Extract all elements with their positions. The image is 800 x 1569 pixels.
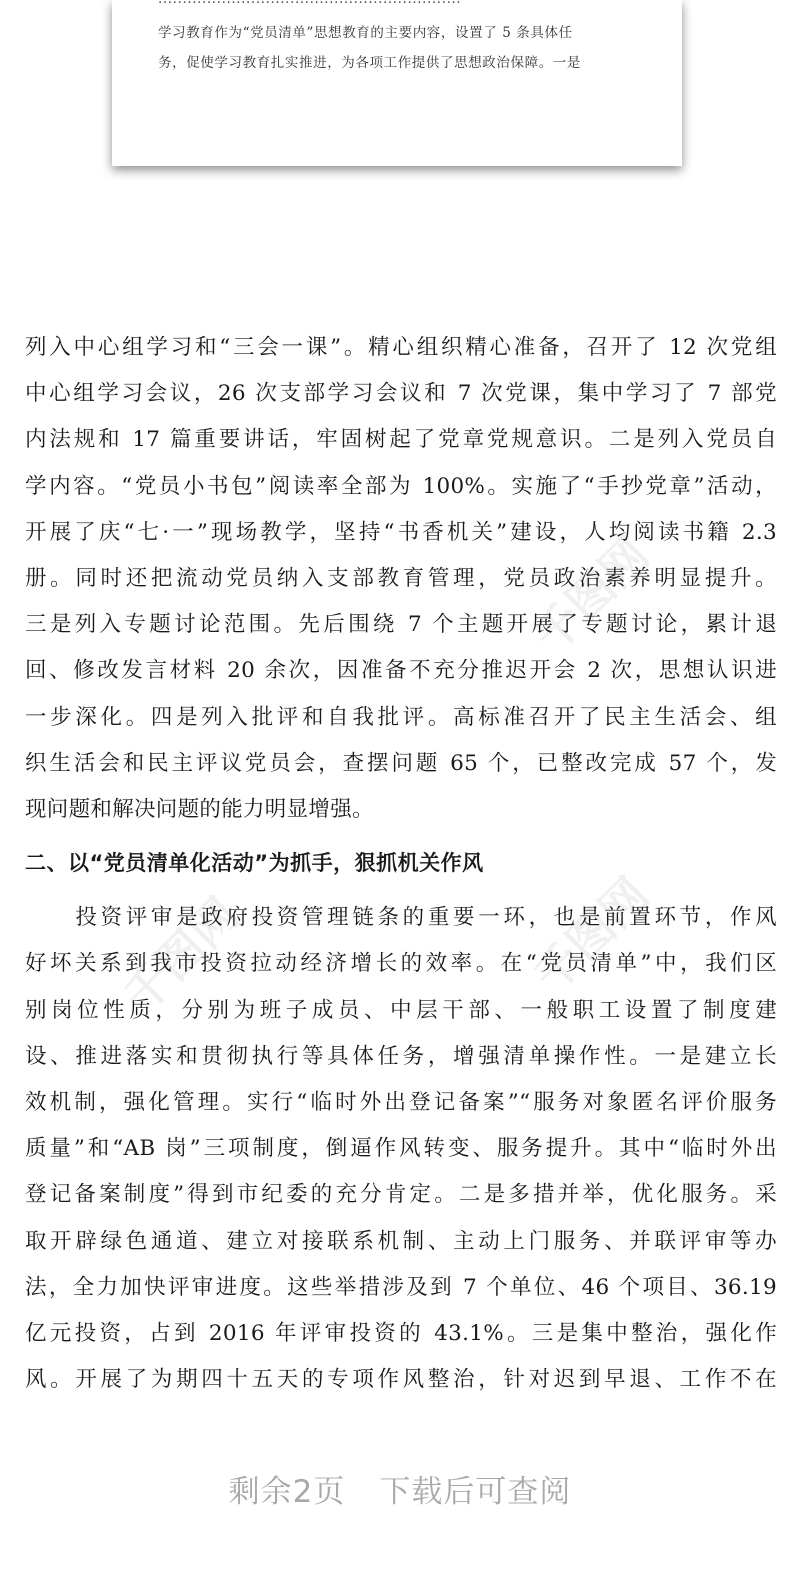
watermark-logo: 千图网 bbox=[523, 527, 660, 664]
download-prompt-button[interactable] bbox=[0, 1466, 800, 1511]
text-line: 质量”和“AB 岗”三项制度，倒逼作风转变、服务提升。其中“临时外出 bbox=[25, 1136, 777, 1162]
text-line: 效机制，强化管理。实行“临时外出登记备案”“服务对象匿名评价服务 bbox=[25, 1090, 777, 1116]
text-line: 现问题和解决问题的能力明显增强。 bbox=[25, 797, 374, 823]
text-line: 亿元投资，占到 2016 年评审投资的 43.1%。三是集中整治，强化作 bbox=[25, 1321, 777, 1347]
text-line: 织生活会和民主评议党员会，查摆问题 65 个，已整改完成 57 个，发 bbox=[25, 750, 777, 776]
text-line: 取开辟绿色通道、建立对接联系机制、主动上门服务、并联评审等办 bbox=[25, 1228, 777, 1254]
preview-line-2: 务，促使学习教育扎实推进，为各项工作提供了思想政治保障。一是 bbox=[158, 55, 581, 71]
preview-page-card bbox=[112, 0, 682, 166]
watermark-logo: 千图网 bbox=[113, 887, 250, 1024]
text-line: 风。开展了为期四十五天的专项作风整治，针对迟到早退、工作不在 bbox=[25, 1367, 777, 1393]
paragraph-2 bbox=[25, 895, 777, 1403]
text-line: 开展了庆“七·一”现场教学，坚持“书香机关”建设，人均阅读书籍 2.3 bbox=[25, 519, 777, 545]
section-heading-2: 二、以“党员清单化活动”为抓手，狠抓机关作风 bbox=[25, 851, 484, 876]
text-line: 别岗位性质，分别为班子成员、中层干部、一般职工设置了制度建 bbox=[25, 997, 777, 1023]
watermark-logo: 千图网 bbox=[523, 867, 660, 1004]
text-line: 法，全力加快评审进度。这些举措涉及到 7 个单位、46 个项目、36.19 bbox=[25, 1274, 777, 1300]
text-line: 学内容。“党员小书包”阅读率全部为 100%。实施了“手抄党章”活动， bbox=[25, 473, 777, 499]
text-line: 三是列入专题讨论范围。先后围绕 7 个主题开展了专题讨论，累计退 bbox=[25, 612, 777, 638]
text-line: 内法规和 17 篇重要讲话，牢固树起了党章党规意识。二是列入党员自 bbox=[25, 427, 777, 453]
text-line: 登记备案制度”得到市纪委的充分肯定。二是多措并举，优化服务。采 bbox=[25, 1182, 777, 1208]
text-line: 好坏关系到我市投资拉动经济增长的效率。在“党员清单”中，我们区 bbox=[25, 951, 777, 977]
text-line: 册。同时还把流动党员纳入支部教育管理，党员政治素养明显提升。 bbox=[25, 566, 777, 592]
text-line: 设、推进落实和贯彻执行等具体任务，增强清单操作性。一是建立长 bbox=[25, 1043, 777, 1069]
remaining-pages-label: 剩余2页 bbox=[228, 1474, 346, 1510]
text-line: 回、修改发言材料 20 余次，因准备不充分推迟开会 2 次，思想认识进 bbox=[25, 658, 777, 684]
text-line: 列入中心组学习和“三会一课”。精心组织精心准备，召开了 12 次党组 bbox=[25, 335, 777, 360]
text-line: 投资评审是政府投资管理链条的重要一环，也是前置环节，作风 bbox=[25, 905, 777, 931]
download-to-view-label: 下载后可查阅 bbox=[379, 1474, 572, 1510]
preview-line-1: 学习教育作为“党员清单”思想教育的主要内容，设置了 5 条具体任 bbox=[158, 25, 573, 41]
document-body bbox=[25, 325, 777, 1403]
preview-clipped-line: ······························································ bbox=[158, 0, 462, 11]
text-line: 一步深化。四是列入批评和自我批评。高标准召开了民主生活会、组 bbox=[25, 704, 777, 730]
text-line: 中心组学习会议，26 次支部学习会议和 7 次党课，集中学习了 7 部党 bbox=[25, 381, 777, 407]
paragraph-1 bbox=[25, 325, 777, 833]
